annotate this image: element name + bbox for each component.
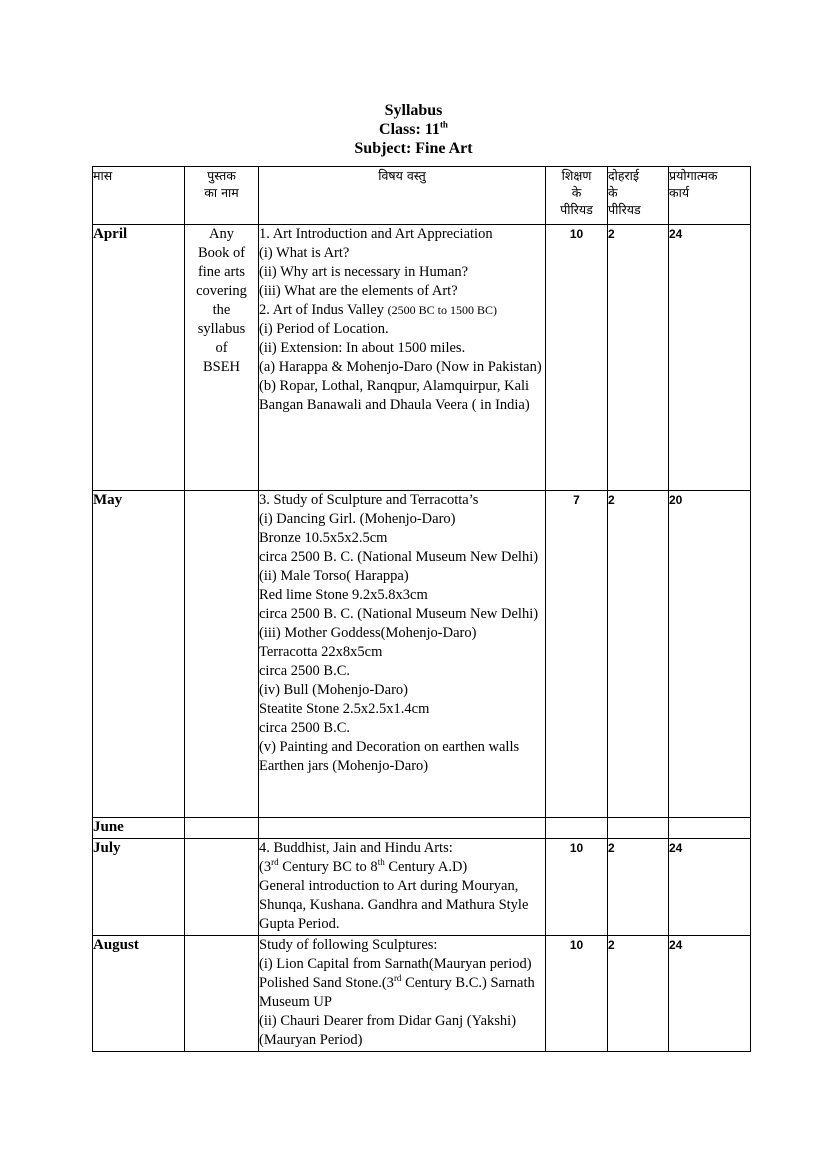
content-line: Red lime Stone 9.2x5.8x3cm <box>259 587 428 603</box>
content-line: (ii) Male Torso( Harappa) <box>259 568 409 584</box>
content-text: Century A.D) <box>384 859 468 875</box>
teaching-periods-cell: 10 <box>546 225 608 491</box>
content-line: Bronze 10.5x5x2.5cm <box>259 530 388 546</box>
content-cell <box>259 225 546 491</box>
book-line: of <box>215 340 228 356</box>
table-row-june <box>93 818 751 839</box>
month-cell: June <box>93 818 185 839</box>
header-practical <box>669 167 751 225</box>
practical-cell: 24 <box>669 839 751 936</box>
header-teaching-line: पीरियड <box>560 202 593 217</box>
syllabus-table <box>92 166 751 1052</box>
month-cell: April <box>93 225 185 491</box>
content-line: Steatite Stone 2.5x2.5x1.4cm <box>259 701 430 717</box>
table-row-may <box>93 491 751 818</box>
book-line: the <box>212 302 231 318</box>
table-row-august <box>93 936 751 1052</box>
header-practical-line: कार्य <box>669 185 690 200</box>
content-line: (ii) Extension: In about 1500 miles. <box>259 340 466 356</box>
content-line: 4. Buddhist, Jain and Hindu Arts: <box>259 840 453 856</box>
book-line: Book of <box>197 245 246 261</box>
subject-line: Subject: Fine Art <box>354 140 473 157</box>
class-label: Class: 11 <box>379 121 440 138</box>
header-revision-line: दोहराई <box>608 168 640 183</box>
book-line: fine arts <box>197 264 246 280</box>
ordinal-superscript: rd <box>271 857 279 868</box>
document-title: Syllabus <box>384 102 443 119</box>
content-line: (b) Ropar, Lothal, Ranqpur, Alamquirpur, Kali Bangan Banawali and Dhaula Veera ( in India) <box>259 378 530 413</box>
revision-periods-cell <box>608 818 669 839</box>
content-line: (i) Period of Location. <box>259 321 389 337</box>
content-line: (ii) Chauri Dearer from Didar Ganj (Yakshi) (Mauryan Period) <box>259 1013 517 1048</box>
practical-cell: 24 <box>669 225 751 491</box>
content-line: (a) Harappa & Mohenjo-Daro (Now in Pakistan) <box>259 359 542 375</box>
content-line <box>259 858 545 877</box>
book-line: Any <box>209 226 234 242</box>
content-line: (i) Dancing Girl. (Mohenjo-Daro) <box>259 511 456 527</box>
book-cell <box>185 818 259 839</box>
header-book <box>185 167 259 225</box>
book-cell <box>185 936 259 1052</box>
content-line: (i) What is Art? <box>259 245 350 261</box>
table-row-april <box>93 225 751 491</box>
class-superscript: th <box>439 119 448 130</box>
header-content: विषय वस्तु <box>259 167 546 225</box>
book-line: BSEH <box>202 359 241 375</box>
practical-cell: 20 <box>669 491 751 818</box>
teaching-periods-cell <box>546 818 608 839</box>
teaching-periods-cell: 7 <box>546 491 608 818</box>
content-line: (ii) Why art is necessary in Human? <box>259 264 469 280</box>
teaching-periods-cell: 10 <box>546 936 608 1052</box>
class-line <box>0 120 827 139</box>
content-line: circa 2500 B.C. <box>259 663 351 679</box>
content-cell <box>259 839 546 936</box>
revision-periods-cell: 2 <box>608 936 669 1052</box>
header-month: मास <box>93 167 185 225</box>
content-cell <box>259 818 546 839</box>
teaching-periods-cell: 10 <box>546 839 608 936</box>
content-line <box>259 955 545 1012</box>
revision-periods-cell: 2 <box>608 225 669 491</box>
header-teaching-line: शिक्षण <box>561 168 592 183</box>
book-cell <box>185 225 259 491</box>
month-cell: July <box>93 839 185 936</box>
content-line: circa 2500 B.C. <box>259 720 351 736</box>
header-teaching-line: के <box>571 185 582 200</box>
practical-cell: 24 <box>669 936 751 1052</box>
book-cell <box>185 491 259 818</box>
revision-periods-cell: 2 <box>608 839 669 936</box>
content-line: circa 2500 B. C. (National Museum New Delhi) <box>259 549 539 565</box>
content-cell <box>259 936 546 1052</box>
table-header-row <box>93 167 751 225</box>
month-cell: August <box>93 936 185 1052</box>
revision-periods-cell: 2 <box>608 491 669 818</box>
content-text: 2. Art of Indus Valley <box>259 302 384 318</box>
content-line <box>259 301 545 320</box>
content-line: (v) Painting and Decoration on earthen walls Earthen jars (Mohenjo-Daro) <box>259 739 520 774</box>
content-text: Century BC to 8 <box>278 859 378 875</box>
content-line: Study of following Sculptures: <box>259 937 438 953</box>
month-cell: May <box>93 491 185 818</box>
document-header <box>0 101 827 158</box>
content-text: (3 <box>259 859 272 875</box>
date-range-text: (2500 BC to 1500 BC) <box>387 303 497 317</box>
header-revision-line: पीरियड <box>608 202 641 217</box>
content-line: (iii) Mother Goddess(Mohenjo-Daro) <box>259 625 477 641</box>
content-line: (iii) What are the elements of Art? <box>259 283 458 299</box>
content-line: (iv) Bull (Mohenjo-Daro) <box>259 682 408 698</box>
header-book-line: का नाम <box>204 185 239 200</box>
book-line: syllabus <box>197 321 246 337</box>
book-cell <box>185 839 259 936</box>
content-line: General introduction to Art during Mouryan, Shunqa, Kushana. Gandhra and Mathura Style Gupta Period. <box>259 878 529 932</box>
book-line: covering <box>196 283 247 299</box>
practical-cell <box>669 818 751 839</box>
header-practical-line: प्रयोगात्मक <box>669 168 718 183</box>
content-text: (i) Lion Capital from Sarnath(Mauryan period) Polished Sand Stone.(3 <box>259 956 532 991</box>
header-revision-line: के <box>608 185 618 200</box>
content-cell <box>259 491 546 818</box>
header-teaching-periods <box>546 167 608 225</box>
ordinal-superscript: th <box>377 857 385 868</box>
ordinal-superscript: rd <box>393 973 402 984</box>
table-row-july <box>93 839 751 936</box>
content-line: 3. Study of Sculpture and Terracotta’s <box>259 492 479 508</box>
header-book-line: पुस्तक <box>207 168 236 183</box>
content-text: Century B.C.) Sarnath Museum UP <box>259 975 535 1010</box>
header-revision-periods <box>608 167 669 225</box>
content-line: 1. Art Introduction and Art Appreciation <box>259 226 493 242</box>
content-line: circa 2500 B. C. (National Museum New Delhi) <box>259 606 539 622</box>
content-line: Terracotta 22x8x5cm <box>259 644 383 660</box>
